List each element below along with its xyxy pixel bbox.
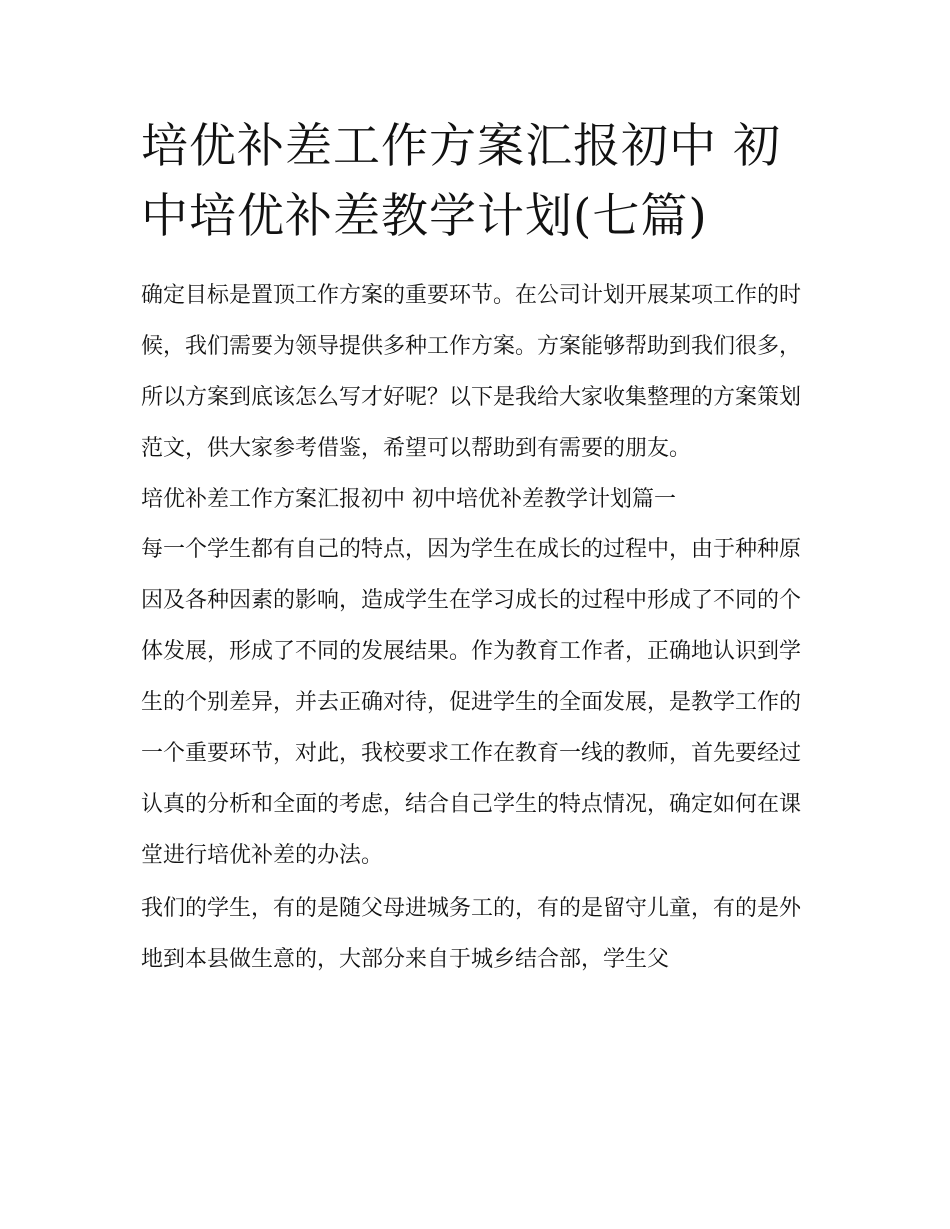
document-body xyxy=(141,112,813,985)
body-paragraph-2: 我们的学生，有的是随父母进城务工的，有的是留守儿童，有的是外地到本县做生意的，大部分来自于城乡结合部，学生父 xyxy=(141,896,802,972)
document-title: 培优补差工作方案汇报初中 初中培优补差教学计划(七篇) xyxy=(141,119,781,244)
section-heading: 培优补差工作方案汇报初中 初中培优补差教学计划篇一 xyxy=(141,487,676,512)
intro-paragraph: 确定目标是置顶工作方案的重要环节。在公司计划开展某项工作的时候，我们需要为领导提供多种工作方案。方案能够帮助到我们很多，所以方案到底该怎么写才好呢？以下是我给大家收集整理的方案策划范文，供大家参考借鉴，希望可以帮助到有需要的朋友。 xyxy=(141,283,802,461)
body-paragraph-1: 每一个学生都有自己的特点，因为学生在成长的过程中，由于种种原因及各种因素的影响，造成学生在学习成长的过程中形成了不同的个体发展，形成了不同的发展结果。作为教育工作者，正确地认识到学生的个别差异，并去正确对待，促进学生的全面发展，是教学工作的一个重要环节，对此，我校要求工作在教育一线的教师，首先要经过认真的分析和全面的考虑，结合自己学生的特点情况，确定如何在课堂进行培优补差的办法。 xyxy=(141,537,802,868)
